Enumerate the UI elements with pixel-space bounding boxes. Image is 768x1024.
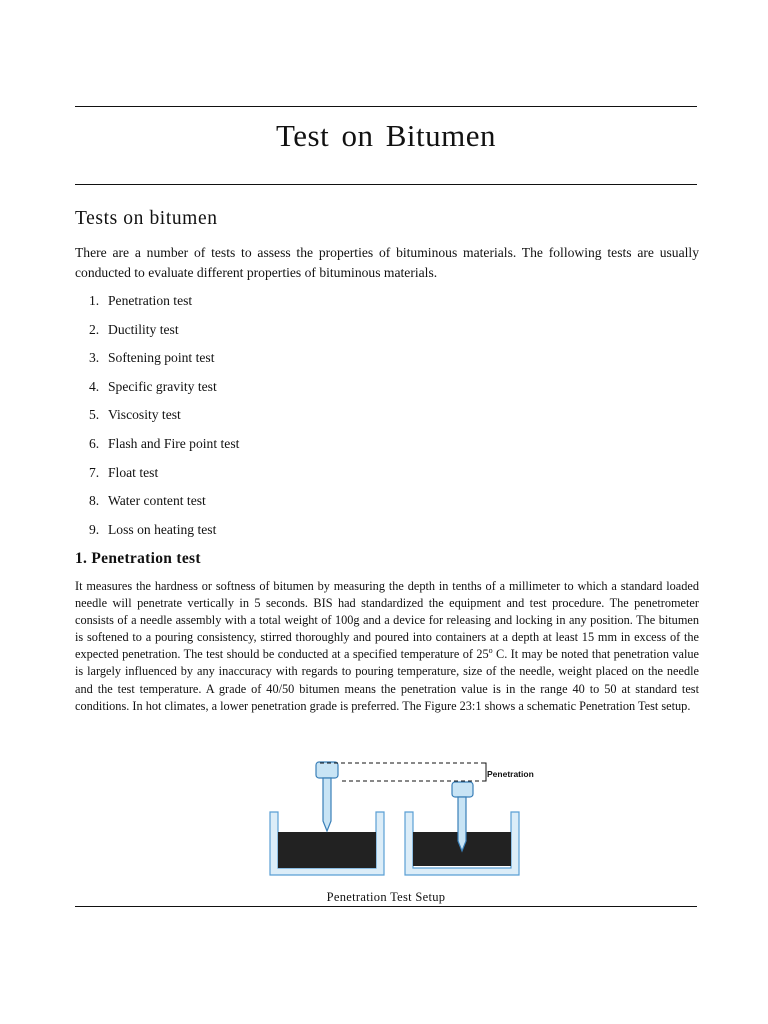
section-heading: Tests on bitumen — [75, 208, 218, 229]
paragraph-text-part-2: C. It may be noted that penetration value is largely influenced by any inaccuracy with regards to pouring temperature, size of the needle, weight placed on the needle and the test temperature. A grade of 40/50 bitumen means the penetration value is in the range 40 to 50 at standard test conditions. In hot climates, a lower penetration grade is preferred. The Figure 23:1 shows a schematic Penetration Test setup. — [75, 647, 699, 713]
list-item-number: 2. — [89, 321, 100, 337]
bottom-rule — [75, 906, 697, 907]
left-bitumen — [278, 832, 376, 868]
list-item-label: Loss on heating test — [108, 521, 217, 537]
tests-list — [89, 291, 239, 548]
penetration-bracket — [482, 763, 486, 781]
title-bottom-rule — [75, 184, 697, 185]
degree-superscript: o — [488, 646, 493, 656]
list-item-label: Flash and Fire point test — [108, 435, 240, 451]
list-item — [89, 463, 239, 492]
penetration-test-figure — [262, 755, 562, 885]
list-item-label: Viscosity test — [108, 407, 181, 423]
left-needle — [323, 778, 331, 831]
penetration-label: Penetration — [487, 769, 534, 779]
list-item-number: 1. — [89, 293, 100, 308]
right-needle-cap — [452, 782, 473, 797]
list-item — [89, 377, 239, 406]
list-item — [89, 291, 239, 320]
list-item-label: Water content test — [108, 493, 206, 509]
list-item — [89, 320, 239, 349]
list-item-label: Specific gravity test — [108, 378, 217, 394]
list-item-number: 3. — [89, 350, 100, 366]
list-item — [89, 520, 239, 549]
left-needle-cap — [316, 762, 338, 778]
list-item-number: 5. — [89, 407, 100, 423]
list-item-number: 6. — [89, 435, 100, 451]
penetration-paragraph — [75, 578, 699, 715]
list-item-label: Penetration test — [108, 293, 193, 308]
list-item-number: 9. — [89, 521, 100, 537]
list-item-label: Float test — [108, 464, 159, 480]
document-title: Test on Bitumen — [276, 118, 496, 153]
list-item — [89, 491, 239, 520]
penetration-test-heading: 1. Penetration test — [75, 550, 201, 567]
list-item-label: Ductility test — [108, 321, 179, 337]
list-item-label: Softening point test — [108, 350, 215, 366]
list-item — [89, 405, 239, 434]
list-item — [89, 348, 239, 377]
figure-caption: Penetration Test Setup — [326, 890, 446, 904]
list-item-number: 4. — [89, 378, 100, 394]
list-item — [89, 434, 239, 463]
right-needle — [458, 797, 466, 851]
list-item-number: 8. — [89, 493, 100, 509]
figure-drawing — [262, 755, 562, 885]
top-rule — [75, 106, 697, 107]
paragraph-text-part-1: It measures the hardness or softness of bitumen by measuring the depth in tenths of a millimeter to which a standard loaded needle will penetrate vertically in 5 seconds. BIS had standardized the equipment and test procedure. The penetrometer consists of a needle assembly with a total weight of 100g and a device for releasing and locking in any position. The bitumen is softened to a pouring consistency, stirred thoroughly and poured into containers at a depth at least 15 mm in excess of the expected penetration. The test should be conducted at a specified temperature of 25 — [75, 579, 699, 662]
list-item-number: 7. — [89, 464, 100, 480]
intro-paragraph: There are a number of tests to assess the properties of bituminous materials. The following tests are usually conducted to evaluate different properties of bituminous materials. — [75, 245, 699, 280]
